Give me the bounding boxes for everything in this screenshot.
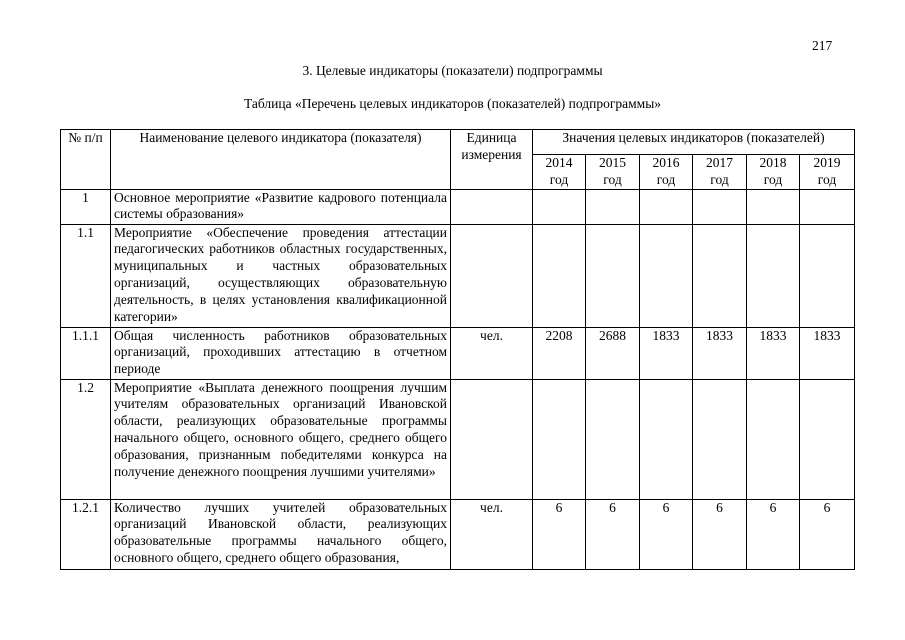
row-value: 1833 [800,327,855,379]
row-value [747,189,800,224]
table-row [61,224,855,327]
row-value [800,189,855,224]
row-value [693,224,747,327]
row-value [640,379,693,499]
row-value: 1833 [640,327,693,379]
row-value [693,189,747,224]
row-value [533,189,586,224]
row-value [747,379,800,499]
row-value [800,224,855,327]
row-unit: чел. [451,499,533,569]
page-number: 217 [812,38,833,53]
row-value: 6 [800,499,855,569]
row-name: Количество лучших учителей образовательных организаций Ивановской области, реализующих образовательные программы начального общего, основного общего, среднего общего образования, [111,499,451,569]
row-value: 6 [747,499,800,569]
row-value: 2688 [586,327,640,379]
row-value [693,379,747,499]
row-name: Мероприятие «Обеспечение проведения аттестации педагогических работников областных государственных, муниципальных и частных образовательных организаций, осуществляющих образовательную деятельность, в целях установления квалификационной категории» [111,224,451,327]
row-name: Мероприятие «Выплата денежного поощрения лучшим учителям образовательных организаций Ивановской области, реализующих образовательные программы начального общего, основного общего, среднего общего образования, признанным победителями конкурса на получение денежного поощрения лучшими учителями» [111,379,451,499]
row-name: Основное мероприятие «Развитие кадрового потенциала системы образования» [111,189,451,224]
row-unit: чел. [451,327,533,379]
section-title: 3. Целевые индикаторы (показатели) подпрограммы [302,63,603,78]
row-unit [451,379,533,499]
row-value: 6 [586,499,640,569]
row-value: 1833 [693,327,747,379]
row-num: 1.1.1 [61,327,111,379]
header-year: 2018 год [747,155,800,190]
row-value [640,189,693,224]
row-value [533,224,586,327]
row-value [586,224,640,327]
header-year: 2016 год [640,155,693,190]
row-num: 1.2 [61,379,111,499]
row-value [586,379,640,499]
table-row [61,499,855,569]
table-row [61,379,855,499]
header-year: 2019 год [800,155,855,190]
row-value: 6 [640,499,693,569]
row-value: 2208 [533,327,586,379]
header-year: 2017 год [693,155,747,190]
header-year: 2014 год [533,155,586,190]
row-value: 6 [693,499,747,569]
row-value [747,224,800,327]
row-value: 1833 [747,327,800,379]
row-value: 6 [533,499,586,569]
header-unit: Единица измерения [451,130,533,190]
row-num: 1.2.1 [61,499,111,569]
table-title: Таблица «Перечень целевых индикаторов (показателей) подпрограммы» [243,96,662,111]
header-year: 2015 год [586,155,640,190]
row-num: 1.1 [61,224,111,327]
table-row [61,327,855,379]
table-row [61,189,855,224]
row-value [533,379,586,499]
row-name: Общая численность работников образовательных организаций, проходивших аттестацию в отчетном периоде [111,327,451,379]
indicators-table [60,129,855,570]
row-unit [451,224,533,327]
header-num: № п/п [61,130,111,190]
header-values: Значения целевых индикаторов (показателей) [533,130,855,155]
row-value [586,189,640,224]
row-num: 1 [61,189,111,224]
row-unit [451,189,533,224]
row-value [640,224,693,327]
row-value [800,379,855,499]
header-name: Наименование целевого индикатора (показателя) [111,130,451,190]
